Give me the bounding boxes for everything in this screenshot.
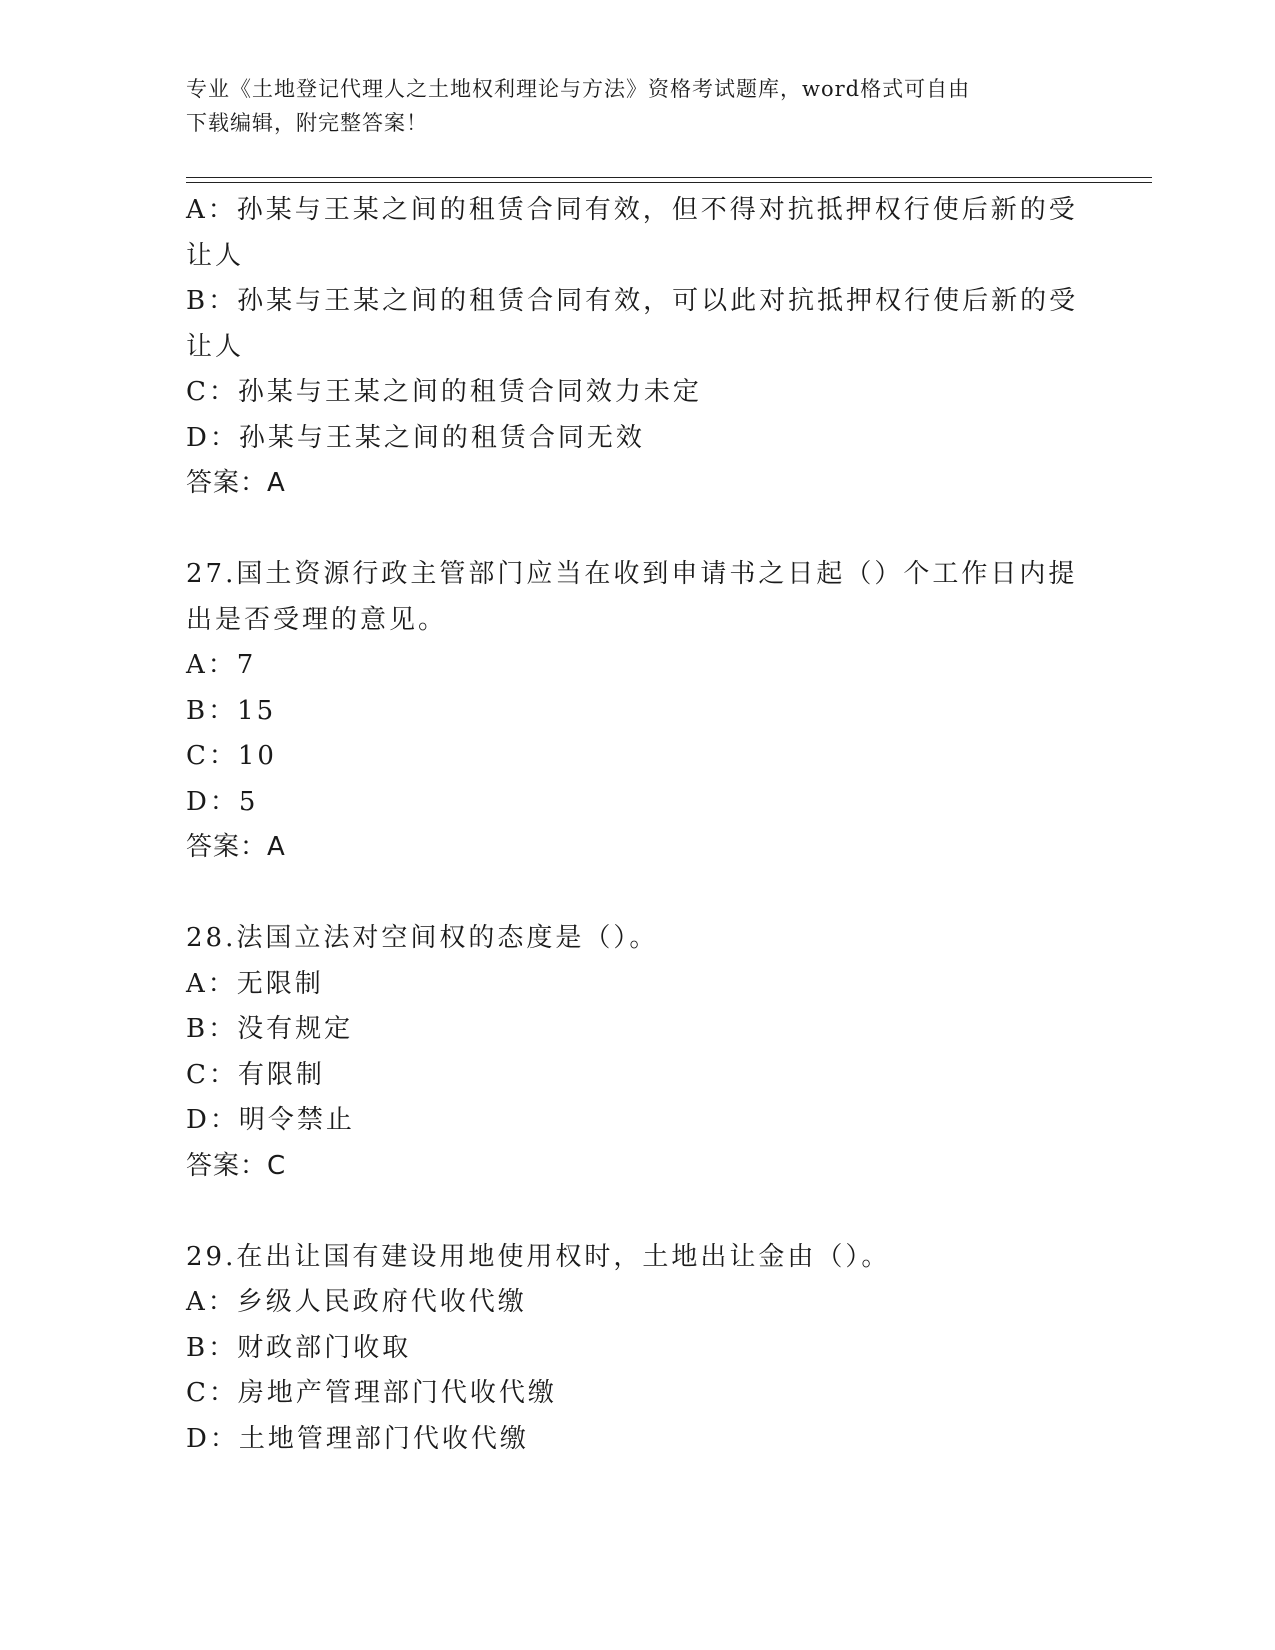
- answer: 答案：A: [186, 468, 286, 498]
- question-29: [186, 1235, 1086, 1463]
- answer: 答案：C: [186, 1150, 287, 1181]
- option-b: B：没有规定: [186, 1014, 354, 1044]
- question-27: [186, 552, 1086, 871]
- option-b-line-1: B：孙某与王某之间的租赁合同有效，可以此对抗抵押权行使后新的受: [186, 286, 1079, 316]
- spacer: [186, 871, 1086, 917]
- question-stem-line-2: 出是否受理的意见。: [186, 604, 448, 635]
- question-stem: 29.在出让国有建设用地使用权时，土地出让金由（）。: [186, 1241, 891, 1272]
- option-b: B：财政部门收取: [186, 1332, 412, 1363]
- spacer: [186, 507, 1086, 553]
- header-line-1: 专业《土地登记代理人之土地权利理论与方法》资格考试题库，word格式可自由: [186, 77, 971, 101]
- option-d: D：土地管理部门代收代缴: [186, 1423, 529, 1454]
- document-header: [186, 72, 1066, 140]
- option-a-line-1: A：孙某与王某之间的租赁合同有效，但不得对抗抵押权行使后新的受: [186, 195, 1078, 225]
- question-26: [186, 188, 1086, 507]
- spacer: [186, 1189, 1086, 1235]
- header-divider-top: [186, 177, 1152, 178]
- question-list: [186, 188, 1086, 1462]
- option-a-line-2: 让人: [186, 240, 245, 271]
- question-stem-line-1: 27.国土资源行政主管部门应当在收到申请书之日起（）个工作日内提: [186, 559, 1078, 589]
- header-divider-bottom: [186, 182, 1152, 183]
- option-c: C：房地产管理部门代收代缴: [186, 1378, 557, 1408]
- option-d: D：5: [186, 786, 259, 817]
- header-line-2: 下载编辑，附完整答案！: [186, 111, 428, 135]
- option-c: C：10: [186, 741, 277, 771]
- question-28: [186, 916, 1086, 1189]
- option-a: A：7: [186, 650, 257, 680]
- option-b-line-2: 让人: [186, 331, 245, 362]
- option-d: D：明令禁止: [186, 1105, 355, 1135]
- option-d: D：孙某与王某之间的租赁合同无效: [186, 422, 645, 453]
- answer: 答案：A: [186, 832, 286, 862]
- option-a: A：乡级人民政府代收代缴: [186, 1287, 527, 1317]
- option-c: C：有限制: [186, 1059, 325, 1090]
- option-a: A：无限制: [186, 968, 324, 999]
- option-c: C：孙某与王某之间的租赁合同效力未定: [186, 377, 702, 407]
- option-b: B：15: [186, 695, 277, 726]
- question-stem: 28.法国立法对空间权的态度是（）。: [186, 923, 659, 953]
